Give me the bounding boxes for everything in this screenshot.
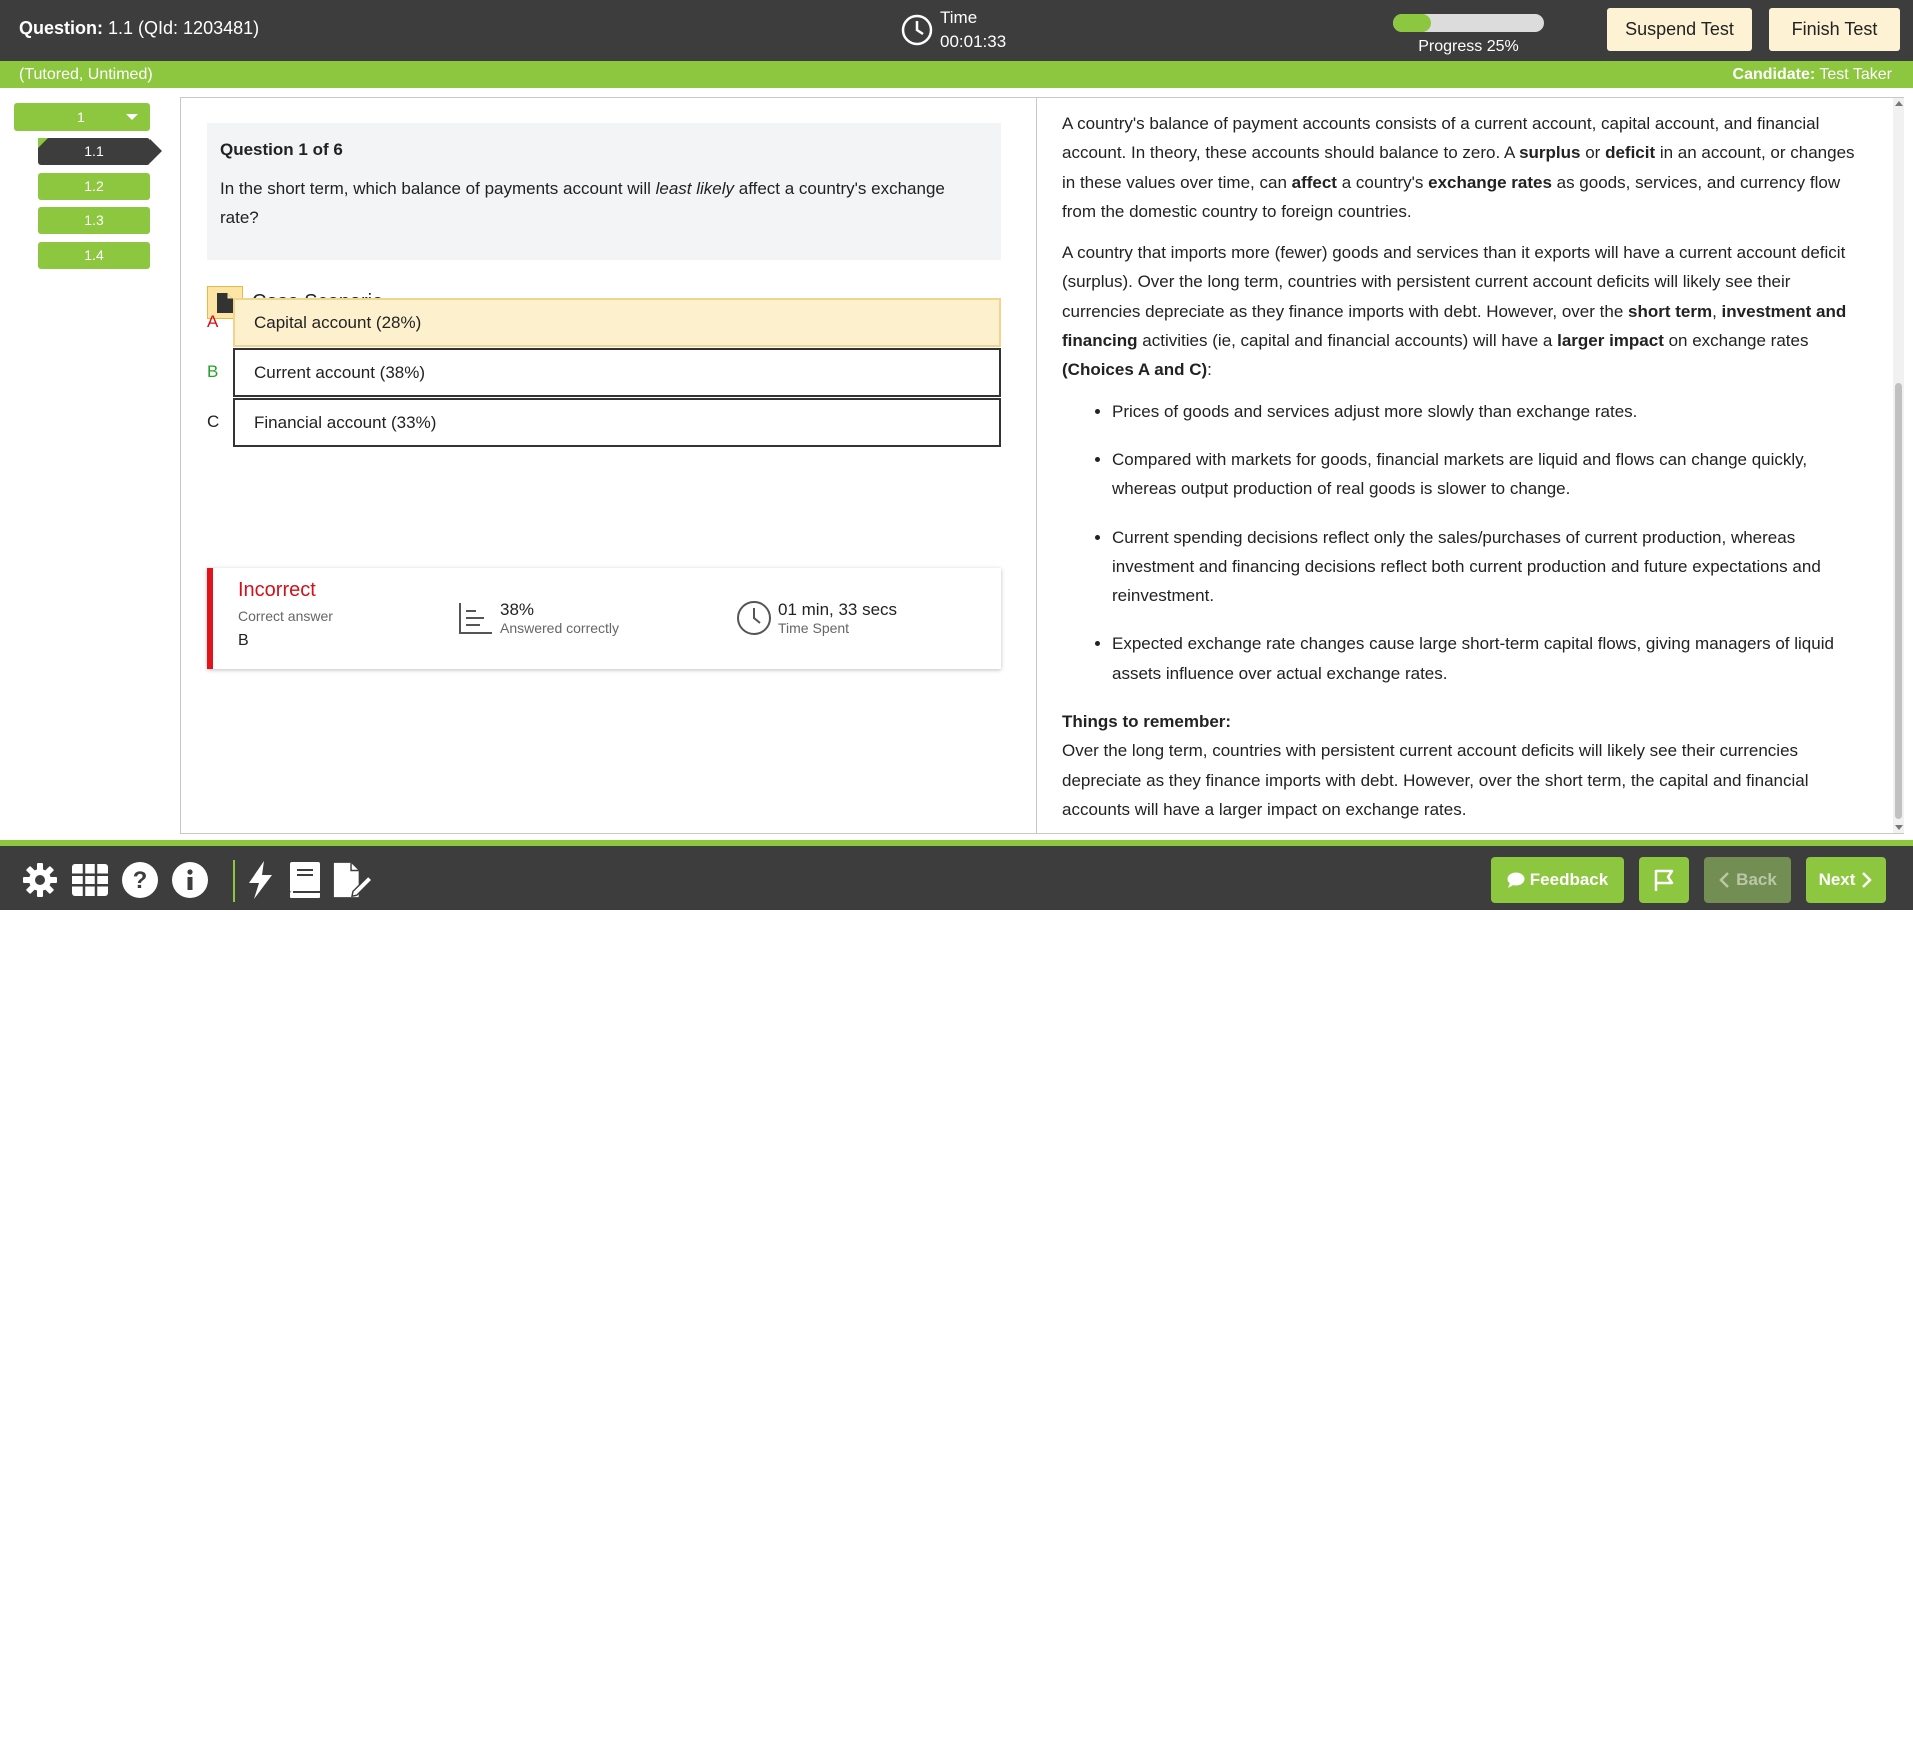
correct-answer-label: Correct answer — [238, 608, 333, 624]
chevron-down-icon — [126, 114, 138, 120]
bold-run: (Choices A and C) — [1062, 360, 1208, 380]
info-icon[interactable] — [170, 860, 210, 900]
things-to-remember-heading: Things to remember: — [1062, 712, 1232, 732]
bold-run: larger impact — [1557, 331, 1664, 351]
time-value: 00:01:33 — [940, 32, 1007, 51]
choice-b[interactable] — [207, 348, 1001, 397]
nav-item-1-4[interactable] — [38, 242, 150, 269]
edit-note-icon[interactable] — [332, 860, 372, 900]
explanation-paragraph-2 — [1062, 238, 1872, 384]
explanation-scrollbar[interactable] — [1893, 98, 1904, 833]
time-spent-stat — [736, 600, 897, 636]
text-run: activities (ie, capital and financial accounts) will have a — [1137, 331, 1558, 351]
chevron-left-icon — [1718, 871, 1730, 889]
text-run: on exchange rates — [1663, 331, 1809, 351]
candidate-label: Candidate: — [1732, 66, 1816, 83]
question-panel — [180, 97, 1904, 834]
panel-divider — [1036, 98, 1037, 833]
list-item: • Compared with markets for goods, financial markets are liquid and flows can change quickly, whereas output production of real goods is slower to change. — [1112, 445, 1872, 504]
book-icon[interactable] — [285, 860, 325, 900]
result-status: Incorrect — [238, 579, 316, 601]
things-to-remember-text: Over the long term, countries with persistent current account deficits will likely see their currencies depreciate as they finance imports with debt. However, over the short term, the capital and financial accounts will have a larger impact on exchange rates. — [1062, 741, 1809, 819]
timer — [900, 6, 1006, 54]
feedback-label: Feedback — [1529, 870, 1609, 889]
bold-run: affect — [1291, 172, 1337, 192]
time-spent-value: 01 min, 33 secs — [778, 600, 898, 619]
bottom-toolbar — [0, 846, 1913, 1747]
question-label: Question: — [19, 18, 103, 38]
help-icon[interactable] — [120, 860, 160, 900]
clock-icon — [900, 13, 934, 47]
text-run: A country's balance of payment accounts consists of a current account, capital account, and financial account. In theory, these accounts should balance to zero. A — [1062, 114, 1820, 163]
text-run: , — [1712, 301, 1722, 321]
text-run: : — [1207, 360, 1212, 380]
grid-icon[interactable] — [70, 860, 110, 900]
bold-run: surplus — [1519, 143, 1581, 163]
progress-label: Progress 25% — [1418, 38, 1519, 55]
explanation — [1062, 109, 1872, 824]
finish-test-button[interactable]: Finish Test — [1769, 8, 1900, 51]
bold-run: short term — [1628, 301, 1713, 321]
nav-item-1-2[interactable] — [38, 173, 150, 200]
flag-button[interactable] — [1639, 857, 1689, 903]
suspend-test-button[interactable]: Suspend Test — [1607, 8, 1752, 51]
bold-run: exchange rates — [1428, 172, 1552, 192]
choice-text: Financial account (33%) — [233, 398, 1001, 447]
nav-item-1-3[interactable] — [38, 207, 150, 234]
choice-letter: A — [207, 312, 219, 331]
mode-bar — [0, 61, 1913, 88]
choice-c[interactable] — [207, 398, 1001, 447]
percent-correct-stat — [458, 600, 619, 636]
candidate — [1733, 66, 1892, 84]
list-item: • Expected exchange rate changes cause large short-term capital flows, giving managers of liquid assets influence over actual exchange rates. — [1112, 629, 1872, 688]
top-bar — [0, 0, 1913, 61]
nav-item-label: 1.1 — [84, 143, 104, 159]
progress-bar — [1393, 14, 1544, 32]
gear-icon[interactable] — [20, 860, 60, 900]
text-run: A country that imports more (fewer) goods and services than it exports will have a current account deficit (surplus). Over the long term, countries with persistent current account deficits will likely see their currencies depreciate as they finance imports with debt. However, over the — [1062, 243, 1846, 321]
progress — [1393, 14, 1544, 56]
clock-icon — [736, 600, 772, 636]
svg-text:?: ? — [132, 867, 148, 894]
choice-a[interactable] — [207, 298, 1001, 347]
choice-letter: B — [207, 362, 219, 381]
question-text-part: In the short term, which balance of payments account will — [220, 179, 656, 198]
bar-chart-icon — [458, 601, 494, 635]
result-card — [207, 568, 1001, 669]
time-spent-label: Time Spent — [778, 620, 850, 636]
question-text-emphasis: least likely — [655, 179, 735, 198]
next-label: Next — [1818, 870, 1856, 889]
candidate-name: Test Taker — [1819, 66, 1892, 83]
next-button[interactable] — [1806, 857, 1886, 903]
back-label: Back — [1736, 870, 1777, 889]
explanation-bullets — [1112, 397, 1872, 688]
text-run: a country's — [1336, 172, 1429, 192]
list-item: • Current spending decisions reflect only the sales/purchases of current production, whereas investment and financing decisions reflect both current production and future expectations and reinvestment. — [1112, 523, 1872, 611]
nav-item-1-1[interactable] — [38, 138, 150, 165]
nav-item-label: 1.3 — [84, 212, 104, 228]
choice-letter: C — [207, 412, 220, 431]
back-button[interactable] — [1704, 857, 1791, 903]
text-run: or — [1580, 143, 1606, 163]
text-run: as goods, services, and currency flow from the domestic country to foreign countries. — [1062, 172, 1841, 221]
percent-correct-value: 38% — [500, 600, 535, 619]
progress-fill — [1393, 14, 1431, 32]
bold-run: deficit — [1605, 143, 1656, 163]
text-run: in an account, or changes in these values over time, can — [1062, 143, 1855, 192]
flashcard-count: 0 — [265, 1736, 271, 1747]
current-arrow-icon — [150, 139, 162, 163]
feedback-button[interactable] — [1491, 857, 1624, 903]
question-group-dropdown[interactable] — [14, 103, 150, 131]
question-heading: Question 1 of 6 — [220, 140, 343, 159]
question-value: 1.1 (QId: 1203481) — [108, 18, 260, 38]
question-id — [19, 18, 259, 39]
question-group-label: 1 — [77, 109, 85, 125]
percent-correct-label: Answered correctly — [500, 620, 620, 636]
question-text — [220, 174, 988, 232]
time-label: Time — [940, 8, 978, 27]
scroll-down-icon[interactable] — [1895, 825, 1903, 830]
speech-bubble-icon — [1507, 872, 1525, 888]
nav-item-label: 1.2 — [84, 178, 104, 194]
bold-run: investment and financing — [1062, 301, 1847, 351]
question-text-part: affect a country's exchange rate? — [220, 179, 945, 227]
toolbar-separator — [233, 860, 235, 902]
scroll-thumb[interactable] — [1895, 383, 1902, 819]
choice-text: Capital account (28%) — [233, 298, 1001, 347]
lightning-icon[interactable] — [240, 860, 280, 900]
scroll-up-icon[interactable] — [1895, 101, 1903, 106]
explanation-paragraph-1 — [1062, 109, 1872, 226]
nav-item-label: 1.4 — [84, 247, 104, 263]
flag-icon — [1653, 868, 1675, 892]
test-mode: (Tutored, Untimed) — [19, 66, 153, 83]
choice-text: Current account (38%) — [233, 348, 1001, 397]
question-box — [207, 123, 1001, 260]
correct-answer-value: B — [238, 632, 249, 649]
list-item: • Prices of goods and services adjust more slowly than exchange rates. — [1112, 397, 1872, 426]
chevron-right-icon — [1861, 871, 1873, 889]
